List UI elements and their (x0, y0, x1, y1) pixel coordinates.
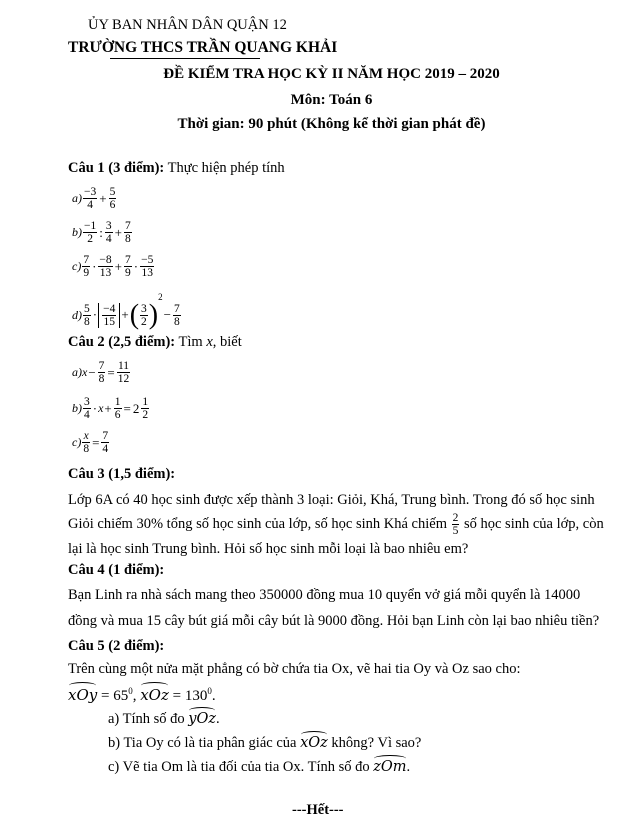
q3-heading: Câu 3 (1,5 điểm): (68, 466, 176, 482)
q2-heading: Câu 2 (2,5 điểm): (68, 334, 176, 350)
q1-a-label: a) (72, 191, 82, 205)
fraction: $\frac{-3}{4}$ (84, 186, 97, 211)
fraction: $\frac{3}{2}$ (141, 302, 147, 328)
q5-angles: xOy = $65^0$, xOz = $130^0$. (68, 686, 216, 704)
absolute-value: $\frac{-4}{15}$ (98, 303, 120, 328)
fraction: $\frac{-8}{13}$ (99, 254, 112, 279)
fraction: $\frac{7}{9}$ (125, 254, 131, 279)
q1-prompt: Thực hiện phép tính (167, 160, 285, 176)
q2-c-expression: c) $\frac{x}{8}$ = $\frac{7}{4}$ (72, 430, 109, 455)
angle-zom: zOm (373, 759, 407, 775)
q2-header (68, 334, 242, 351)
q3-line-3: lại là học sinh Trung bình. Hỏi số học sinh mỗi loại là bao nhiêu em? (68, 541, 469, 558)
q1-heading: Câu 1 (3 điểm): (68, 160, 165, 176)
school-name-text: TRƯỜNG THCS TRẦN QUANG KHẢI (68, 39, 338, 56)
fraction: $\frac{x}{8}$ (83, 430, 90, 455)
q4-line-2: đồng và mua 15 cây bút giá mỗi cây bút là 9000 đồng. Hỏi bạn Linh còn lại bao nhiêu tiền? (68, 613, 600, 629)
fraction: $\frac{5}{6}$ (109, 186, 116, 211)
fraction: $\frac{5}{8}$ (84, 302, 90, 328)
end-marker: ---Hết--- (292, 802, 344, 818)
q5-heading: Câu 5 (2 điểm): (68, 638, 165, 654)
q1-b-expression: b) $\frac{-1}{2}$ : $\frac{3}{4}$ + $\frac{7}{8}$ (72, 220, 131, 245)
q1-a-expression: a) $\frac{-3}{4}$ + $\frac{5}{6}$ (72, 186, 116, 211)
fraction: $\frac{7}{9}$ (83, 254, 90, 279)
q1-c-expression: c) $\frac{7}{9}$ · $\frac{-8}{13}$ + $\frac{7}{9}$ · $\frac{-5}{13}$ (72, 254, 154, 279)
q1-c-label: c) (72, 259, 82, 273)
q3-line-2: Giỏi chiếm 30% tổng số học sinh của lớp, số học sinh Khá chiếm $\frac{2}{5}$ số học sinh của lớp, còn (68, 512, 604, 538)
q3-text (68, 488, 604, 561)
angle-xoz: xOz (140, 686, 169, 704)
fraction: $\frac{7}{8}$ (124, 220, 131, 245)
fraction: $\frac{-1}{2}$ (84, 220, 97, 245)
fraction: $\frac{3}{4}$ (84, 396, 90, 421)
q1-d-label: d) (72, 307, 82, 322)
q1-d-expression: d) $\frac{5}{8}$ · $\frac{-4}{15}$ +( $\frac{3}{2}$ )$^2$− $\frac{7}{8}$ (72, 292, 180, 331)
q2-b-expression: b) $\frac{3}{4}$ ·x+ $\frac{1}{6}$ = 2 $\frac{1}{2}$ (72, 396, 149, 421)
fraction: $\frac{1}{2}$ (142, 396, 149, 421)
school-underline (110, 58, 260, 59)
q2-b-label: b) (72, 401, 82, 415)
fraction: $\frac{7}{8}$ (173, 302, 180, 328)
q4-line-1: Bạn Linh ra nhà sách mang theo 350000 đồng mua 10 quyển vở giá mỗi quyển là 14000 (68, 587, 581, 603)
q2-prompt-a: Tìm (178, 334, 203, 350)
q4-heading: Câu 4 (1 điểm): (68, 562, 165, 578)
q1-header (68, 160, 285, 177)
q5-c: c) Vẽ tia Om là tia đối của tia Ox. Tính số đo zOm. (108, 759, 411, 775)
q5-b: b) Tia Oy có là tia phân giác của xOz không? Vì sao? (108, 735, 422, 751)
exam-title: ĐỀ KIỂM TRA HỌC KỲ II NĂM HỌC 2019 – 2020 (163, 66, 500, 82)
angle-xoz-b: xOz (300, 735, 328, 751)
fraction: $\frac{7}{8}$ (98, 360, 105, 385)
fraction: $\frac{7}{4}$ (102, 430, 109, 455)
q2-prompt-var: x (206, 334, 213, 350)
fraction: $\frac{1}{6}$ (114, 396, 121, 421)
q2-c-label: c) (72, 435, 82, 449)
q5-line-1: Trên cùng một nửa mặt phẳng có bờ chứa tia Ox, vẽ hai tia Oy và Oz sao cho: (68, 661, 521, 677)
q5-a: a) Tính số đo yOz. (108, 711, 220, 727)
q2-prompt-b: , biết (212, 334, 242, 350)
fraction: $\frac{3}{4}$ (105, 220, 112, 245)
q1-b-label: b) (72, 225, 82, 239)
q2-a-label: a) (72, 365, 82, 379)
exam-subject: Môn: Toán 6 (290, 92, 373, 108)
exam-time: Thời gian: 90 phút (Không kể thời gian phát đề) (177, 116, 486, 132)
q4-text (68, 582, 598, 634)
fraction: $\frac{-5}{13}$ (141, 254, 154, 279)
fraction: $\frac{2}{5}$ (452, 512, 459, 538)
angle-xoy: xOy (68, 686, 98, 704)
committee-name: ỦY BAN NHÂN DÂN QUẬN 12 (88, 17, 287, 33)
school-name (68, 39, 337, 57)
fraction: $\frac{11}{12}$ (117, 360, 130, 385)
angle-yoz: yOz (188, 711, 216, 727)
q2-a-expression: a)x− $\frac{7}{8}$ = $\frac{11}{12}$ (72, 360, 130, 385)
q3-line-1: Lớp 6A có 40 học sinh được xếp thành 3 loại: Giỏi, Khá, Trung bình. Trong đó số học sinh (68, 492, 595, 508)
